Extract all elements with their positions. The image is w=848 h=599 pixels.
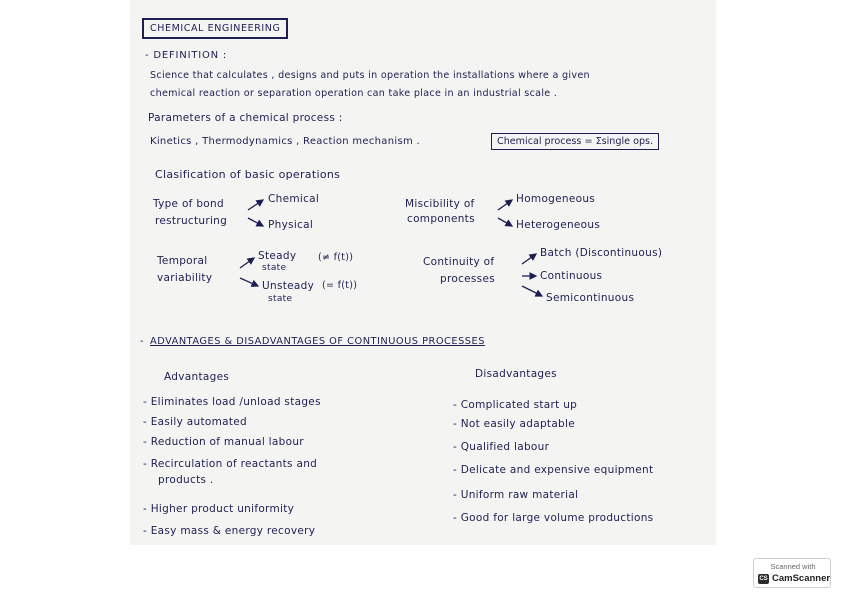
definition-line-2: chemical reaction or separation operation can take place in an industrial scale . xyxy=(150,88,558,99)
classification-heading: Clasification of basic operations xyxy=(155,168,341,181)
continuity-option-semicontinuous: Semicontinuous xyxy=(546,292,635,304)
advantage-item: - Recirculation of reactants and xyxy=(143,458,318,470)
advantage-item: - Higher product uniformity xyxy=(143,503,295,515)
continuity-label-line-2: processes xyxy=(440,273,495,285)
camscanner-badge xyxy=(753,558,831,588)
bond-option-physical: Physical xyxy=(268,219,314,231)
disadvantage-item: - Delicate and expensive equipment xyxy=(453,464,654,476)
continuity-label-line-1: Continuity of xyxy=(423,256,495,268)
scanned-with-label: Scanned with xyxy=(770,562,816,571)
unsteady-state-note: (= f(t)) xyxy=(322,280,358,291)
definition-line-1: Science that calculates , designs and puts in operation the installations where a given xyxy=(150,70,590,81)
camscanner-logo-icon: CS xyxy=(759,576,768,582)
advantage-item: - Eliminates load /unload stages xyxy=(143,396,321,408)
camscanner-name: CamScanner xyxy=(772,573,831,584)
chemical-process-formula: Chemical process = Σsingle ops. xyxy=(491,133,659,150)
advantage-item: - Reduction of manual labour xyxy=(143,436,304,448)
temporal-label-line-2: variability xyxy=(157,272,213,284)
continuity-option-continuous: Continuous xyxy=(540,270,603,282)
disadvantage-item: - Not easily adaptable xyxy=(453,418,576,430)
parameters-heading: Parameters of a chemical process : xyxy=(148,112,343,124)
page-title: CHEMICAL ENGINEERING xyxy=(142,18,288,39)
advantages-title: Advantages xyxy=(164,371,230,383)
adv-disadv-heading: ADVANTAGES & DISADVANTAGES OF CONTINUOUS PROCESSES xyxy=(150,336,485,347)
definition-heading: - DEFINITION : xyxy=(145,50,228,61)
advantage-item: - Easily automated xyxy=(143,416,247,428)
continuity-option-batch: Batch (Discontinuous) xyxy=(540,247,663,259)
parameters-list: Kinetics , Thermodynamics , Reaction mechanism . xyxy=(150,136,420,147)
unsteady-state-line-1: Unsteady xyxy=(262,280,315,292)
bond-label-line-2: restructuring xyxy=(155,215,228,227)
disadvantages-title: Disadvantages xyxy=(475,368,557,380)
advantage-item: - Easy mass & energy recovery xyxy=(143,525,316,537)
bond-label-line-1: Type of bond xyxy=(153,198,224,210)
miscibility-label-line-1: Miscibility of xyxy=(405,198,475,210)
miscibility-label-line-2: components xyxy=(407,213,475,225)
disadvantage-item: - Good for large volume productions xyxy=(453,512,654,524)
bond-option-chemical: Chemical xyxy=(268,193,320,205)
miscibility-option-homogeneous: Homogeneous xyxy=(516,193,596,205)
miscibility-option-heterogeneous: Heterogeneous xyxy=(516,219,601,231)
unsteady-state-line-2: state xyxy=(268,294,293,304)
adv-dash: - xyxy=(140,336,145,347)
steady-state-note: (≠ f(t)) xyxy=(318,252,354,263)
disadvantage-item: - Qualified labour xyxy=(453,441,550,453)
disadvantage-item: - Complicated start up xyxy=(453,399,578,411)
advantage-item-continued: products . xyxy=(158,474,214,486)
temporal-label-line-1: Temporal xyxy=(157,255,208,267)
disadvantage-item: - Uniform raw material xyxy=(453,489,579,501)
steady-state-line-1: Steady xyxy=(258,250,297,262)
steady-state-line-2: state xyxy=(262,263,287,273)
